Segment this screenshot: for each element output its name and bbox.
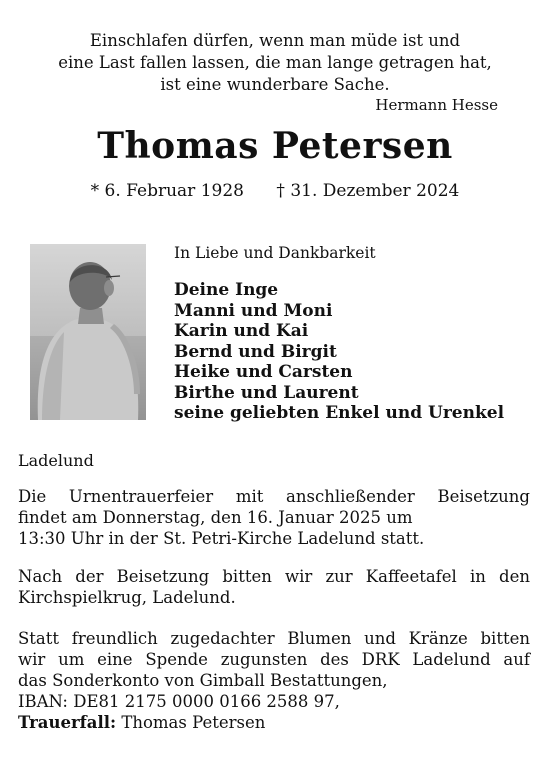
ceremony-line: Die Urnentrauerfeier mit anschließender Beisetzung: [18, 487, 530, 506]
family-member: Deine Inge: [174, 280, 279, 300]
ceremony-line: 13:30 Uhr in der St. Petri-Kirche Ladelund statt.: [18, 529, 425, 548]
family-member: Birthe und Laurent: [174, 382, 359, 403]
dedication: In Liebe und Dankbarkeit: [174, 244, 376, 262]
family-member: Karin und Kai: [174, 321, 309, 341]
birth-date: * 6. Februar 1928: [90, 181, 244, 201]
family-member: Heike und Carsten: [174, 362, 353, 382]
family-list: [174, 280, 504, 424]
family-member: Bernd und Birgit: [174, 341, 337, 362]
quote-line: Einschlafen dürfen, wenn man müde ist und: [89, 31, 461, 50]
case-value: Thomas Petersen: [121, 713, 266, 732]
family-member: seine geliebten Enkel und Urenkel: [174, 403, 505, 423]
donation-line: wir um eine Spende zugunsten des DRK Ladelund auf: [18, 650, 530, 669]
donation-line: das Sonderkonto von Gimball Bestattungen,: [18, 671, 388, 690]
coffee-line: Kirchspielkrug, Ladelund.: [18, 588, 236, 607]
quote-author: Hermann Hesse: [375, 96, 498, 114]
deceased-name: Thomas Petersen: [97, 125, 453, 167]
coffee-line: Nach der Beisetzung bitten wir zur Kaffeetafel in den: [18, 567, 530, 586]
death-date: † 31. Dezember 2024: [276, 181, 460, 201]
ceremony-line: findet am Donnerstag, den 16. Januar 2025 um: [18, 508, 413, 527]
ceremony-paragraph: [18, 486, 530, 549]
case-line: [18, 712, 530, 733]
place: Ladelund: [18, 451, 94, 470]
donation-paragraph: [18, 628, 530, 733]
case-label: Trauerfall:: [18, 713, 117, 732]
life-dates: [0, 181, 550, 201]
portrait-photo: [30, 244, 146, 420]
donation-line: Statt freundlich zugedachter Blumen und Kränze bitten: [18, 629, 530, 648]
coffee-paragraph: [18, 566, 530, 608]
quote-line: eine Last fallen lassen, die man lange getragen hat,: [58, 53, 492, 72]
iban-line: IBAN: DE81 2175 0000 0166 2588 97,: [18, 692, 340, 711]
quote-line: ist eine wunderbare Sache.: [160, 75, 390, 94]
family-member: Manni und Moni: [174, 300, 333, 321]
quote: [30, 30, 520, 96]
